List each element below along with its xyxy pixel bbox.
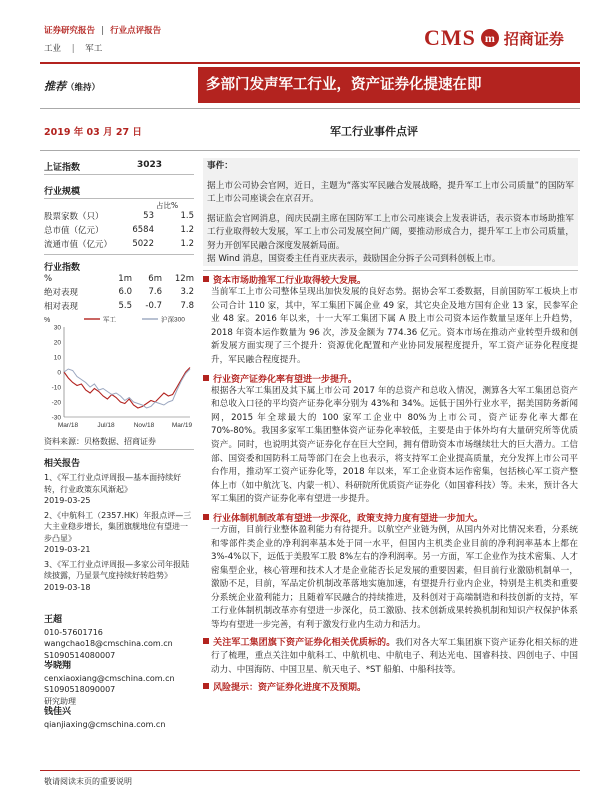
title-divider xyxy=(40,108,580,109)
event-paragraph: 据 Wind 消息，国资委主任肖亚庆表示，鼓励国企分拆子公司到科创板上市。 xyxy=(207,254,501,264)
assistant-email[interactable]: qianjiaxing@cmschina.com.cn xyxy=(44,719,166,729)
analyst-email[interactable]: wangchao18@cmschina.com.cn xyxy=(44,639,173,648)
rating: 推荐（维持） xyxy=(44,80,101,93)
section-text: 当前军工上市公司整体呈现出加快发展的良好态势。据协会军工委数据，目前国防军工板块上市公司合计 110 家，其中，军工集团下属企业 49 家，其它央企及地方国有企业 13 家，民参军企业 48 家。2016 年以来，十一大军工集团下属 A 股上市公司资本运作数量呈逐年上升趋势，2018 年资本运作数量为 96 次，涉及金额为 774.36 亿元。资本市场在推动产业转型升级和创新发展方面实现了三个提升：资源优化配置和产业协同发展程度提升，军工资产证券化程度提升，军民融合程度提升。 xyxy=(211,287,578,365)
left-divider-1 xyxy=(44,174,194,175)
x-tick-label: Mar/19 xyxy=(171,422,193,429)
table-row: 总市值（亿元） 6584 1.2 xyxy=(44,225,194,236)
related-report[interactable]: 3、《军工行业点评周报—多家公司年报陆续披露，乃显景气度持续好转趋势》 2019-03-18 xyxy=(44,559,190,592)
y-tick-label: 0 xyxy=(57,369,61,377)
left-divider-2 xyxy=(44,198,194,199)
left-divider-4 xyxy=(44,449,194,450)
event-paragraph: 据上市公司协会官网，近日，主题为“落实军民融合发展战略，提升军工上市公司质量”的国防军工上市公司座谈会在京召开。 xyxy=(207,180,574,205)
y-tick-label: 20 xyxy=(53,339,61,347)
report-date: 2019 年 03 月 27 日 xyxy=(44,127,142,138)
body-sections xyxy=(203,273,578,693)
series-line xyxy=(64,369,190,408)
scale-col-header: 占比% xyxy=(156,201,179,210)
chart-source: 资料来源：贝格数据、招商证券 xyxy=(44,437,156,446)
y-axis-unit: % xyxy=(44,317,51,324)
y-tick-label: -10 xyxy=(51,384,61,392)
footer-note: 敬请阅读末页的重要说明 xyxy=(44,777,132,786)
index-row: 上证指数 3023 xyxy=(44,160,162,173)
report-subtitle: 军工行业事件点评 xyxy=(330,125,418,138)
section xyxy=(203,680,578,693)
event-label: 事件： xyxy=(207,161,233,171)
analyst-cert: S1090518090007 xyxy=(44,685,116,694)
assistant-name: 钱佳兴 xyxy=(44,707,72,717)
left-divider-3 xyxy=(44,254,194,255)
x-tick-label: Jul/18 xyxy=(97,422,115,429)
related-title: 相关报告 xyxy=(44,459,81,469)
related-report[interactable]: 1、《军工行业点评周报—基本面持续好转，行业政策东风渐起》 2019-03-25 xyxy=(44,473,182,505)
table-row: 流通市值（亿元） 5022 1.2 xyxy=(44,239,194,250)
y-tick-label: 10 xyxy=(53,354,61,362)
section xyxy=(203,372,578,507)
perf-table xyxy=(44,273,194,313)
report-category: 证券研究报告 | 行业点评报告 xyxy=(44,26,162,36)
legend-label: 军工 xyxy=(103,316,116,324)
scale-title: 行业规模 xyxy=(44,187,81,197)
table-row: 相对表现 5.5 -0.7 7.8 xyxy=(44,301,194,312)
footer-divider xyxy=(40,770,580,771)
x-tick-label: Nov/18 xyxy=(133,422,155,429)
sector-tags: 工业 | 军工 xyxy=(44,44,103,54)
assistant-role: 研究助理 xyxy=(44,696,76,706)
event-box xyxy=(203,158,578,266)
analyst-name: 岑晓翔 xyxy=(44,661,72,671)
performance-chart xyxy=(40,313,196,435)
table-row: 股票家数（只） 53 1.5 xyxy=(44,211,194,222)
x-tick-label: Mar/18 xyxy=(57,422,79,429)
analyst-cert: S1090514080007 xyxy=(44,650,116,660)
section-heading: 行业资产证券化率有望进一步提升。 xyxy=(203,372,578,385)
y-tick-label: -30 xyxy=(51,414,61,422)
section xyxy=(203,273,578,368)
section-text: 关注军工集团旗下资产证券化相关优质标的。我们对各大军工集团旗下资产证券化相关标的进行了梳理，重点关注如中航科工、中航机电、中航电子、利达光电、国睿科技、四创电子、中国动力、中国海防、中国卫星、航天电子、*ST 船舶、中船科技等。 xyxy=(203,637,578,678)
analyst-block xyxy=(44,615,194,730)
series-line xyxy=(64,368,190,409)
analyst-email[interactable]: cenxiaoxiang@cmschina.com.cn xyxy=(44,673,175,683)
section-text: 一方面，目前行业整体盈利能力有待提升。以航空产业链为例，从国内外对比情况来看，分系统和零部件类企业的净利润率基本处于同一水平，但国内主机类企业目前的净利润率基本上都在 3%-4%以下，远低于美股军工股 8%左右的净利润率。另一方面，军工企业作为技术密集、人才密集型企业，核心管理和技术人才是企业能否长足发展的重要因素，但目前行业激励机制单一，激励不足，目前，军品定价机制改革落地实施加速，有望提升行业内企业，特别是主机类和重要分系统企业盈利能力；且随着军民融合的持续推进，及科创对于高端制造和科技创新的支持，军工行业体制机制改革亦有望进一步深化，员工激励、技术创新成果转换机制和知识产权保护体系等均有望进一步完善，有利于激发行业内生动力和活力。 xyxy=(211,524,578,631)
analyst-name: 王超 xyxy=(44,615,63,625)
legend-label: 沪深300 xyxy=(161,316,185,324)
risk-warning: 风险提示：资产证券化进度不及预期。 xyxy=(203,680,578,693)
related-report[interactable]: 2、《中航科工（2357.HK）年报点评—三大主业稳步增长，集团旗舰地位有望进一步凸显》 2019-03-21 xyxy=(44,510,192,554)
event-divider xyxy=(203,270,578,271)
section xyxy=(203,637,578,678)
scale-table xyxy=(44,209,194,251)
event-paragraph: 据证监会官网消息，阎庆民副主席在国防军工上市公司座谈会上发表讲话，表示资本市场助推军工行业取得较大发展，军工上市公司发展空间广阔，要推动形成合力，提升军工上市公司质量，努力开创军民融合深度发展新局面。 xyxy=(207,213,574,251)
section-text: 根据各大军工集团及其下属上市公司 2017 年的总资产和总收入情况，测算各大军工集团总资产和总收入口径的平均资产证券化率分别为 43%和 34%。远低于国外行业水平，据美国防务新闻网，2015 年全球最大的 100 家军工企业中 80%为上市公司，资产证券化率大都在 70%-80%。我国多家军工集团整体资产证券化率较低，主要是由于体外均有大量研究所等优质资产。同时，也说明其资产证券化存在巨大空间，拥有借助资本市场继续壮大的巨大潜力。工信部、国资委和国防科工局等部门在会上也表示，将支持军工企业提高质量，充分发挥上市公司平台作用，推动军工资产证券化等，2018 年以来，军工企业资本运作密集，包括核心军工资产整体上市（如中航沈飞、内蒙一机）、科研院所优质资产证券化（如国睿科技）等。未来，预计各大军工集团的资产证券化率有望进一步提升。 xyxy=(211,385,578,505)
subtitle-divider xyxy=(40,150,580,151)
table-row: 绝对表现 6.0 7.6 3.2 xyxy=(44,287,194,298)
header-divider xyxy=(40,62,580,64)
page-title: 多部门发声军工行业，资产证券化提速在即 xyxy=(198,67,580,103)
section-heading: 资本市场助推军工行业取得较大发展。 xyxy=(203,273,578,286)
section-heading: 行业体制机制改革有望进一步深化，政策支持力度有望进一步加大。 xyxy=(203,511,578,524)
y-tick-label: -20 xyxy=(51,399,61,407)
y-tick-label: 30 xyxy=(53,324,61,332)
perf-title: 行业指数 xyxy=(44,263,81,273)
company-logo: CMS m 招商证券 xyxy=(424,25,564,50)
related-list xyxy=(44,472,194,593)
analyst-phone: 010-57601716 xyxy=(44,627,103,637)
section xyxy=(203,511,578,633)
table-header-row: % 1m 6m 12m xyxy=(44,274,194,284)
